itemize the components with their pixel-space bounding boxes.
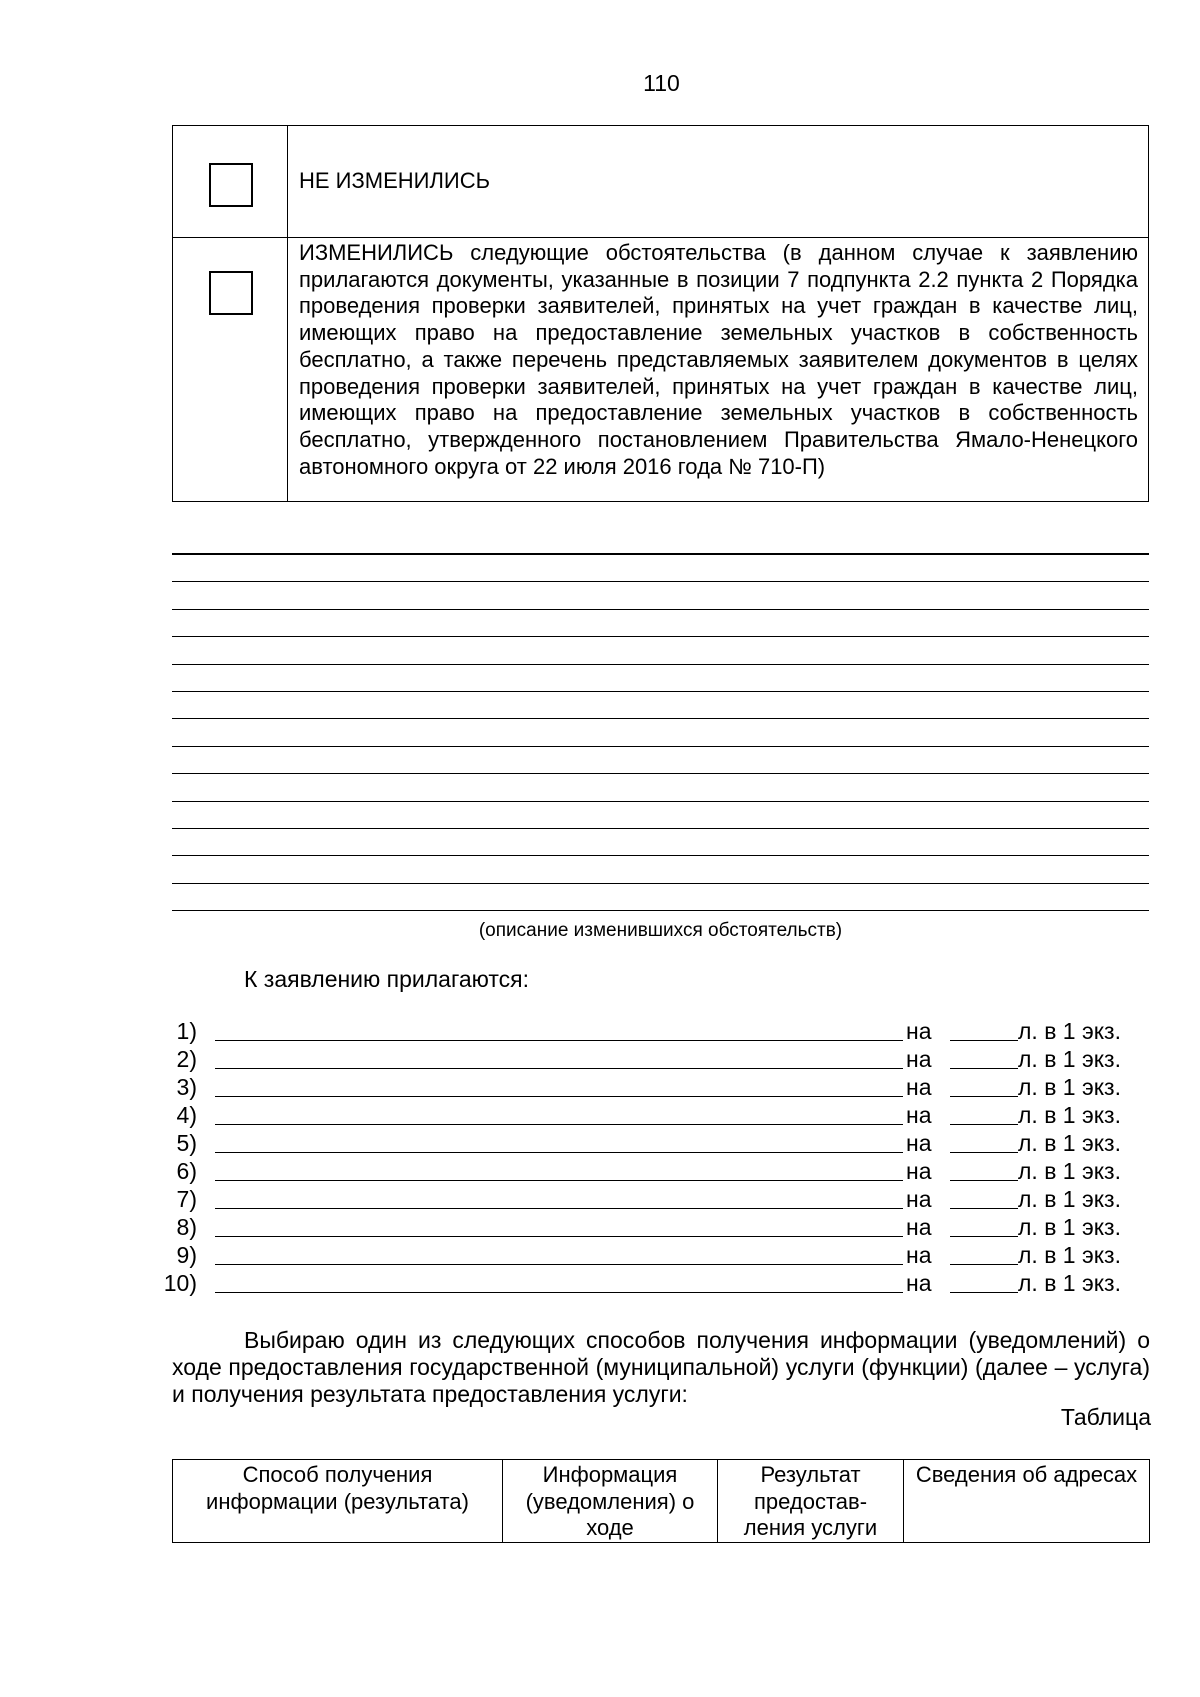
attachment-sheets-field[interactable] — [950, 1208, 1018, 1209]
attachment-name-field[interactable] — [215, 1124, 903, 1125]
option-row-changed — [173, 238, 1149, 502]
attachment-suffix: л. в 1 экз. — [1018, 1046, 1121, 1072]
attachment-row — [0, 1018, 1200, 1046]
attachment-number: 1) — [176, 1018, 197, 1044]
attachments-list — [0, 1018, 1200, 1298]
delivery-table-header-row — [173, 1460, 1150, 1543]
description-line[interactable] — [172, 555, 1149, 582]
description-line[interactable] — [172, 719, 1149, 746]
attachment-name-field[interactable] — [215, 1152, 903, 1153]
description-lines[interactable] — [172, 553, 1149, 911]
header-method: Способ получения информации (результата) — [173, 1460, 503, 1543]
attachment-na-label: на — [906, 1074, 932, 1100]
attachment-sheets-field[interactable] — [950, 1236, 1018, 1237]
option-label-changed: ИЗМЕНИЛИСЬ следующие обстоятельства (в данном случае к заявлению прилагаются документы, указанные в позиции 7 подпункта 2.2 пункта 2 Порядка проведения проверки заявителей, принятых на учет граждан в качестве лиц, имеющих право на предоставление земельных участков в собственность бесплатно, а также перечень представляемых заявителем документов в целях проведения проверки заявителей, принятых на учет граждан в качестве лиц, имеющих право на предоставление земельных участков в собственность бесплатно, утвержденного постановлением Правительства Ямало-Ненецкого автономного округа от 22 июля 2016 года № 710-П) — [288, 238, 1149, 502]
attachment-suffix: л. в 1 экз. — [1018, 1074, 1121, 1100]
attachment-name-field[interactable] — [215, 1068, 903, 1069]
attachment-suffix: л. в 1 экз. — [1018, 1186, 1121, 1212]
attachment-row — [0, 1130, 1200, 1158]
attachment-sheets-field[interactable] — [950, 1096, 1018, 1097]
description-line[interactable] — [172, 774, 1149, 801]
attachment-row — [0, 1242, 1200, 1270]
attachment-row — [0, 1046, 1200, 1074]
unchanged-checkbox[interactable] — [209, 163, 253, 207]
description-line[interactable] — [172, 637, 1149, 664]
attachment-name-field[interactable] — [215, 1236, 903, 1237]
description-line[interactable] — [172, 582, 1149, 609]
attachment-name-field[interactable] — [215, 1040, 903, 1041]
attachment-row — [0, 1074, 1200, 1102]
attachment-na-label: на — [906, 1130, 932, 1156]
attachment-number: 8) — [176, 1214, 197, 1240]
changed-checkbox[interactable] — [209, 271, 253, 315]
attachment-na-label: на — [906, 1186, 932, 1212]
attachment-na-label: на — [906, 1046, 932, 1072]
attachment-number: 2) — [176, 1046, 197, 1072]
description-line[interactable] — [172, 829, 1149, 856]
delivery-method-paragraph — [172, 1327, 1150, 1408]
description-caption: (описание изменившихся обстоятельств) — [478, 920, 843, 941]
description-line[interactable] — [172, 692, 1149, 719]
attachment-number: 5) — [176, 1130, 197, 1156]
paragraph-text: Выбираю один из следующих способов получения информации (уведомлений) о ходе предоставления государственной (муниципальной) услуги (функции) (далее – услуга) и получения результата предоставления услуги: — [172, 1327, 1150, 1407]
option-label-unchanged: НЕ ИЗМЕНИЛИСЬ — [288, 126, 1149, 238]
attachment-na-label: на — [906, 1242, 932, 1268]
page-number: 110 — [643, 70, 680, 96]
description-line[interactable] — [172, 665, 1149, 692]
attachment-suffix: л. в 1 экз. — [1018, 1242, 1121, 1268]
attachment-row — [0, 1102, 1200, 1130]
attachment-sheets-field[interactable] — [950, 1180, 1018, 1181]
attachment-suffix: л. в 1 экз. — [1018, 1158, 1121, 1184]
attachment-number: 7) — [176, 1186, 197, 1212]
status-options-table — [172, 125, 1149, 502]
attachment-row — [0, 1270, 1200, 1298]
header-result: Результат предостав-ления услуги — [718, 1460, 904, 1543]
attachment-na-label: на — [906, 1102, 932, 1128]
option-row-unchanged — [173, 126, 1149, 238]
attachment-number: 6) — [176, 1158, 197, 1184]
attachment-sheets-field[interactable] — [950, 1068, 1018, 1069]
attachment-na-label: на — [906, 1270, 932, 1296]
attachment-name-field[interactable] — [215, 1292, 903, 1293]
attachments-intro: К заявлению прилагаются: — [244, 966, 530, 992]
attachment-number: 3) — [176, 1074, 197, 1100]
attachment-suffix: л. в 1 экз. — [1018, 1270, 1121, 1296]
attachment-row — [0, 1158, 1200, 1186]
attachment-name-field[interactable] — [215, 1264, 903, 1265]
header-addresses: Сведения об адресах — [904, 1460, 1150, 1543]
description-line[interactable] — [172, 856, 1149, 883]
attachment-na-label: на — [906, 1214, 932, 1240]
attachment-suffix: л. в 1 экз. — [1018, 1130, 1121, 1156]
attachment-name-field[interactable] — [215, 1208, 903, 1209]
attachment-number: 10) — [163, 1270, 197, 1296]
description-line[interactable] — [172, 802, 1149, 829]
delivery-methods-table — [172, 1459, 1150, 1543]
attachment-sheets-field[interactable] — [950, 1292, 1018, 1293]
attachment-suffix: л. в 1 экз. — [1018, 1018, 1121, 1044]
attachment-name-field[interactable] — [215, 1180, 903, 1181]
attachment-sheets-field[interactable] — [950, 1040, 1018, 1041]
attachment-na-label: на — [906, 1018, 932, 1044]
checkbox-cell — [173, 126, 288, 238]
attachment-suffix: л. в 1 экз. — [1018, 1214, 1121, 1240]
description-line[interactable] — [172, 884, 1149, 911]
checkbox-cell — [173, 238, 288, 502]
attachment-number: 9) — [176, 1242, 197, 1268]
attachment-row — [0, 1214, 1200, 1242]
attachment-number: 4) — [176, 1102, 197, 1128]
attachment-suffix: л. в 1 экз. — [1018, 1102, 1121, 1128]
attachment-name-field[interactable] — [215, 1096, 903, 1097]
attachment-sheets-field[interactable] — [950, 1264, 1018, 1265]
description-line[interactable] — [172, 610, 1149, 637]
attachment-row — [0, 1186, 1200, 1214]
description-line[interactable] — [172, 747, 1149, 774]
attachment-sheets-field[interactable] — [950, 1124, 1018, 1125]
table-label: Таблица — [1060, 1404, 1151, 1430]
header-info: Информация (уведомления) о ходе — [503, 1460, 718, 1543]
attachment-na-label: на — [906, 1158, 932, 1184]
attachment-sheets-field[interactable] — [950, 1152, 1018, 1153]
